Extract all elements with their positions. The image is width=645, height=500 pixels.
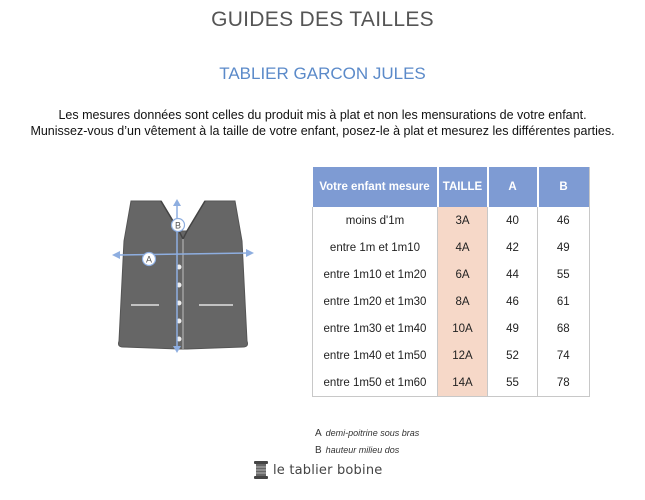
- cell-height: entre 1m40 et 1m50: [313, 342, 438, 369]
- cell-b: 61: [538, 288, 590, 315]
- cell-b: 78: [538, 369, 590, 397]
- cell-a: 52: [488, 342, 538, 369]
- cell-size: 3A: [438, 207, 488, 234]
- size-table: [312, 167, 590, 397]
- cell-size: 6A: [438, 261, 488, 288]
- table-row: [313, 261, 590, 288]
- legend-key-a: A: [315, 428, 322, 439]
- cell-a: 55: [488, 369, 538, 397]
- table-row: [313, 342, 590, 369]
- cell-height: entre 1m50 et 1m60: [313, 369, 438, 397]
- cell-a: 40: [488, 207, 538, 234]
- cell-b: 49: [538, 234, 590, 261]
- cell-size: 12A: [438, 342, 488, 369]
- product-title: TABLIER GARCON JULES: [219, 64, 426, 83]
- thread-spool-icon: [253, 460, 269, 480]
- table-row: [313, 234, 590, 261]
- cell-b: 55: [538, 261, 590, 288]
- cell-b: 46: [538, 207, 590, 234]
- table-row: [313, 369, 590, 397]
- cell-height: entre 1m20 et 1m30: [313, 288, 438, 315]
- cell-a: 49: [488, 315, 538, 342]
- legend-key-b: B: [315, 445, 322, 456]
- table-row: [313, 315, 590, 342]
- marker-b-label: B: [174, 220, 182, 231]
- intro-line-2: Munissez-vous d’un vêtement à la taille de votre enfant, posez-le à plat et mesurez les différentes parties.: [30, 124, 615, 138]
- cell-a: 46: [488, 288, 538, 315]
- cell-height: entre 1m10 et 1m20: [313, 261, 438, 288]
- cell-a: 42: [488, 234, 538, 261]
- intro-text: [0, 107, 645, 139]
- cell-b: 74: [538, 342, 590, 369]
- table-row: [313, 288, 590, 315]
- measurement-legend: [315, 425, 419, 459]
- cell-size: 8A: [438, 288, 488, 315]
- intro-line-1: Les mesures données sont celles du produit mis à plat et non les mensurations de votre enfant.: [58, 108, 587, 122]
- brand-name: le tablier bobine: [273, 462, 383, 478]
- table-row: [313, 207, 590, 234]
- legend-text-a: demi-poitrine sous bras: [325, 428, 420, 438]
- vest-diagram: [103, 195, 263, 357]
- table-header-row: [313, 167, 590, 207]
- measure-b-arrow-top: [173, 199, 181, 206]
- legend-item-a: [315, 425, 419, 442]
- cell-height: moins d'1m: [313, 207, 438, 234]
- cell-a: 44: [488, 261, 538, 288]
- cell-b: 68: [538, 315, 590, 342]
- cell-height: entre 1m et 1m10: [313, 234, 438, 261]
- cell-height: entre 1m30 et 1m40: [313, 315, 438, 342]
- header-size: TAILLE: [438, 167, 488, 207]
- measure-a-arrow-left: [112, 251, 120, 259]
- legend-text-b: hauteur milieu dos: [325, 445, 400, 455]
- brand-logo: [253, 459, 382, 481]
- header-b: B: [538, 167, 590, 207]
- size-table-container: [312, 167, 590, 397]
- marker-a-label: A: [145, 254, 153, 265]
- measure-a-arrow-right: [246, 249, 254, 257]
- cell-size: 4A: [438, 234, 488, 261]
- legend-item-b: [315, 442, 419, 459]
- cell-size: 14A: [438, 369, 488, 397]
- header-height: Votre enfant mesure: [313, 167, 438, 207]
- cell-size: 10A: [438, 315, 488, 342]
- header-a: A: [488, 167, 538, 207]
- page-title: GUIDES DES TAILLES: [211, 8, 434, 31]
